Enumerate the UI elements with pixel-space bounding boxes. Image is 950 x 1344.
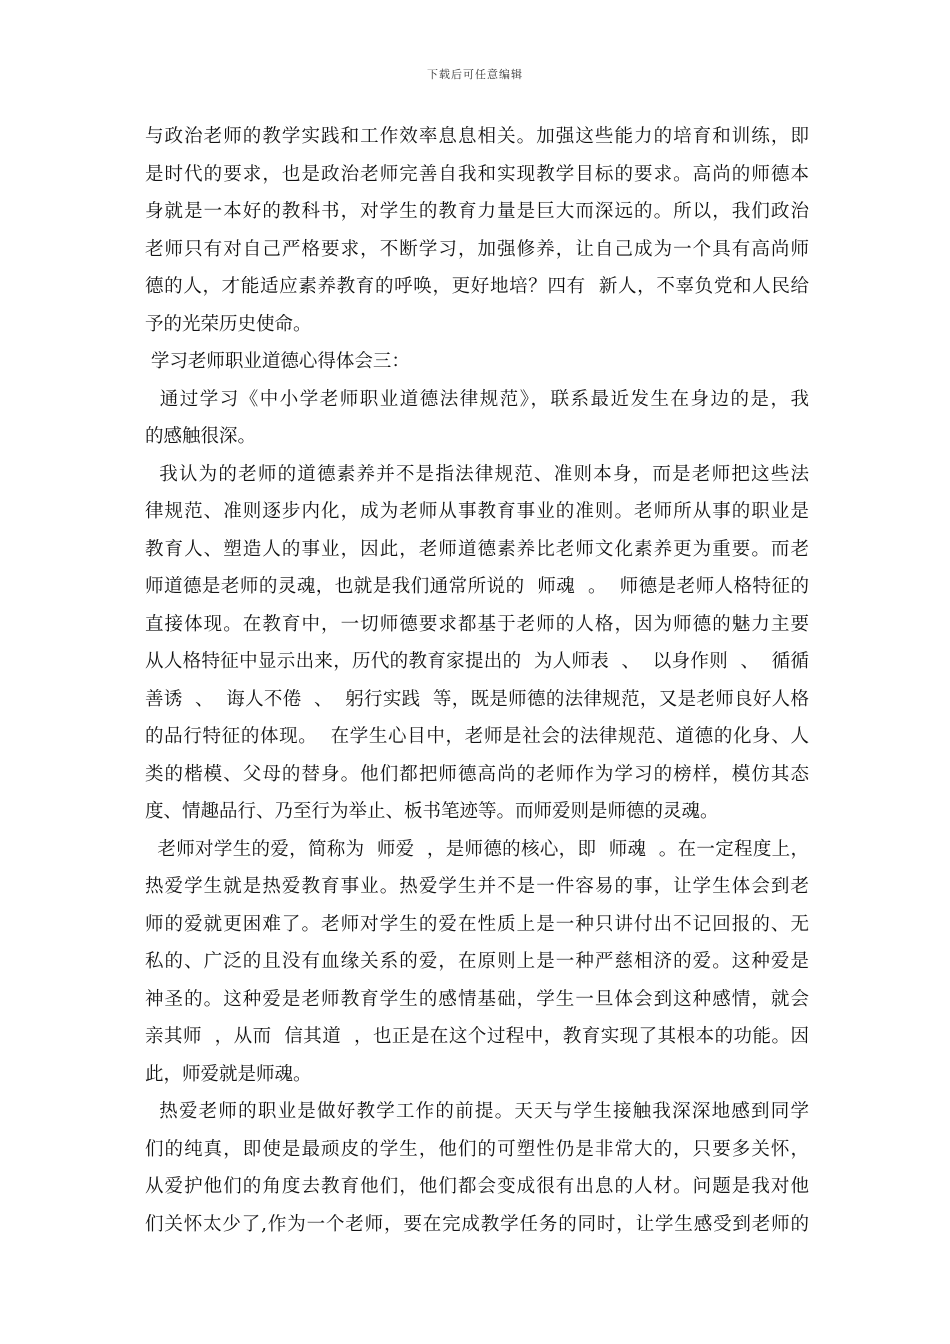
text-line: 类的楷模、父母的替身。他们都把师德高尚的老师作为学习的榜样，模仿其态 <box>145 763 809 785</box>
text-line: 教育人、塑造人的事业，因此，老师道德素养比老师文化素养更为重要。而老 <box>145 538 809 560</box>
text-line: 老师对学生的爱，简称为 师爱 ，是师德的核心，即 师魂 。在一定程度上， <box>145 838 809 860</box>
page-header: 下载后可任意编辑 <box>427 68 523 81</box>
document-body <box>145 118 809 1243</box>
text-line: 亲其师 ，从而 信其道 ，也正是在这个过程中，教育实现了其根本的功能。因 <box>145 1026 809 1047</box>
text-line: 的感触很深。 <box>145 426 257 447</box>
text-line: 从爱护他们的角度去教育他们，他们都会变成很有出息的人材。问题是我对他 <box>145 1176 809 1197</box>
text-line: 师的爱就更困难了。老师对学生的爱在性质上是一种只讲付出不记回报的、无 <box>145 913 809 935</box>
text-line: 老师只有对自己严格要求，不断学习，加强修养，让自己成为一个具有高尚师 <box>145 238 809 260</box>
text-line: 直接体现。在教育中，一切师德要求都基于老师的人格，因为师德的魅力主要 <box>145 613 809 635</box>
text-line: 私的、广泛的且没有血缘关系的爱，在原则上是一种严慈相济的爱。这种爱是 <box>145 951 809 972</box>
text-line: 我认为的老师的道德素养并不是指法律规范、准则本身，而是老师把这些法 <box>145 463 809 485</box>
text-line: 热爱老师的职业是做好教学工作的前提。天天与学生接触我深深地感到同学 <box>145 1101 809 1122</box>
text-line: 与政治老师的教学实践和工作效率息息相关。加强这些能力的培育和训练，即 <box>145 126 809 147</box>
text-line: 通过学习《中小学老师职业道德法律规范》，联系最近发生在身边的是，我 <box>145 388 809 410</box>
text-line: 的品行特征的体现。 在学生心目中，老师是社会的法律规范、道德的化身、人 <box>145 726 809 747</box>
text-line: 神圣的。这种爱是老师教育学生的感情基础，学生一旦体会到这种感情，就会 <box>145 988 809 1010</box>
text-line: 师道德是老师的灵魂，也就是我们通常所说的 师魂 。 师德是老师人格特征的 <box>145 576 809 597</box>
text-line: 学习老师职业道德心得体会三： <box>145 351 410 372</box>
text-line: 是时代的要求，也是政治老师完善自我和实现教学目标的要求。高尚的师德本 <box>145 163 809 185</box>
text-line: 德的人，才能适应素养教育的呼唤，更好地培？四有 新人，不辜负党和人民给 <box>145 276 809 297</box>
text-line: 们关怀太少了,作为一个老师，要在完成教学任务的同时，让学生感受到老师的 <box>145 1213 809 1235</box>
text-line: 予的光荣历史使命。 <box>145 313 312 335</box>
text-line: 们的纯真，即使是最顽皮的学生，他们的可塑性仍是非常大的，只要多关怀， <box>145 1138 809 1160</box>
text-line: 从人格特征中显示出来，历代的教育家提出的 为人师表 、 以身作则 、 循循 <box>145 651 809 672</box>
text-line: 身就是一本好的教科书，对学生的教育力量是巨大而深远的。所以，我们政治 <box>145 201 809 222</box>
text-line: 度、情趣品行、乃至行为举止、板书笔迹等。而师爱则是师德的灵魂。 <box>145 801 719 822</box>
text-line: 律规范、准则逐步内化，成为老师从事教育事业的准则。老师所从事的职业是 <box>145 501 809 522</box>
text-line: 善诱 、 诲人不倦 、 躬行实践 等，既是师德的法律规范，又是老师良好人格 <box>145 688 809 710</box>
text-line: 热爱学生就是热爱教育事业。热爱学生并不是一件容易的事，让学生体会到老 <box>145 876 809 897</box>
text-line: 此，师爱就是师魂。 <box>145 1063 312 1085</box>
